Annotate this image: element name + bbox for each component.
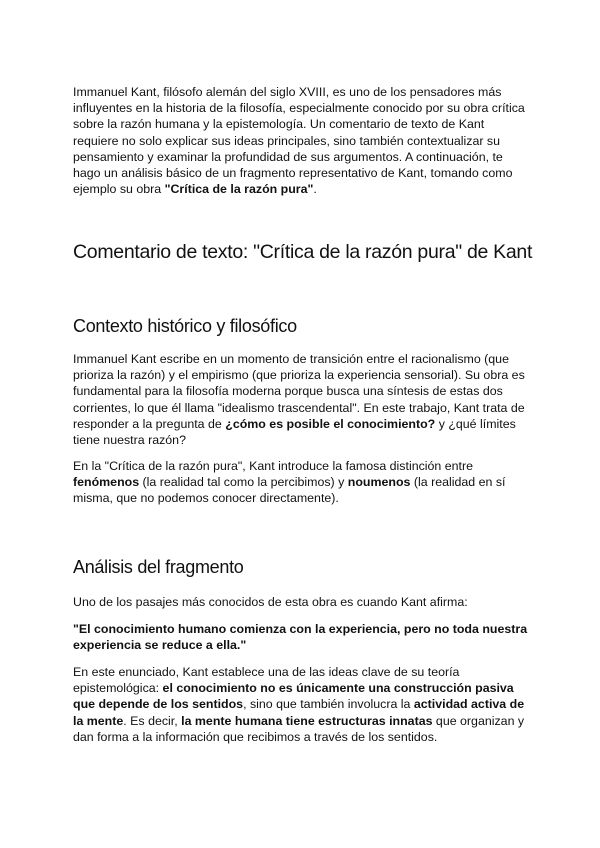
context-p1-end: y ¿qué límites tiene nuestra razón? bbox=[73, 416, 516, 448]
context-p2-start: En la "Crítica de la razón pura", Kant introduce la famosa distinción entre bbox=[73, 459, 474, 473]
intro-end: . bbox=[313, 182, 317, 197]
analysis-p3-start: En este enunciado, Kant establece una de las ideas clave de su teoría epistemológica: bbox=[73, 665, 460, 696]
term-fenomenos: fenómenos bbox=[73, 475, 140, 490]
intro-text: Immanuel Kant, filósofo alemán del siglo XVIII, es uno de los pensadores más influyentes en la historia de la filosofía, especialmente conocido por su obra crítica sobre la razón humana y la epistemología. Un comentario de texto de Kant requiere no solo explicar sus ideas principales, sino también contextualizar su pensamiento y examinar la profundidad de sus argumentos. A continuación, te hago un análisis básico de un fragmento representativo de Kant, tomando como ejemplo su obra bbox=[73, 85, 525, 197]
analysis-paragraph-1: Uno de los pasajes más conocidos de esta obra es cuando Kant afirma: bbox=[73, 595, 468, 609]
context-paragraph-2 bbox=[73, 458, 533, 507]
kant-quote bbox=[73, 621, 533, 653]
context-paragraph-1 bbox=[73, 351, 533, 448]
analysis-p3-end: que organizan y dan forma a la información que recibimos a través de los sentidos. bbox=[73, 713, 525, 744]
context-p1-text: Immanuel Kant escribe en un momento de transición entre el racionalismo (que prioriza la razón) y el empirismo (que prioriza la experiencia sensorial). Su obra es fundamental para la filosofía moderna porque busca una síntesis de estas dos corrientes, lo que él llama "idealismo trascendental". En este trabajo, Kant trata de responder a la pregunta de bbox=[73, 352, 525, 431]
analysis-p3-bold-2: actividad activa de la mente bbox=[73, 697, 525, 728]
term-noumenos: noumenos bbox=[347, 475, 411, 490]
intro-paragraph bbox=[73, 84, 533, 197]
context-p2-mid: (la realidad tal como la percibimos) y bbox=[139, 475, 348, 490]
kant-quote-text: "El conocimiento humano comienza con la experiencia, pero no toda nuestra experiencia se reduce a ella." bbox=[73, 622, 528, 653]
analysis-p3-bold-1: el conocimiento no es únicamente una construcción pasiva que depende de los sentidos bbox=[73, 681, 514, 712]
context-p2-end: (la realidad en sí misma, que no podemos conocer directamente). bbox=[73, 475, 506, 506]
analysis-paragraph-3 bbox=[73, 664, 533, 745]
intro-work-title: "Crítica de la razón pura" bbox=[164, 182, 314, 197]
context-p1-question: ¿cómo es posible el conocimiento? bbox=[225, 416, 436, 431]
analysis-p3-bold-3: la mente humana tiene estructuras innatas bbox=[181, 713, 433, 728]
analysis-p3-mid-1: , sino que también involucra la bbox=[243, 697, 414, 712]
context-heading: Contexto histórico y filosófico bbox=[73, 316, 297, 336]
analysis-p3-mid-2: . Es decir, bbox=[123, 713, 182, 728]
analysis-heading: Análisis del fragmento bbox=[73, 557, 244, 577]
main-heading: Comentario de texto: "Crítica de la razón pura" de Kant bbox=[73, 241, 533, 263]
